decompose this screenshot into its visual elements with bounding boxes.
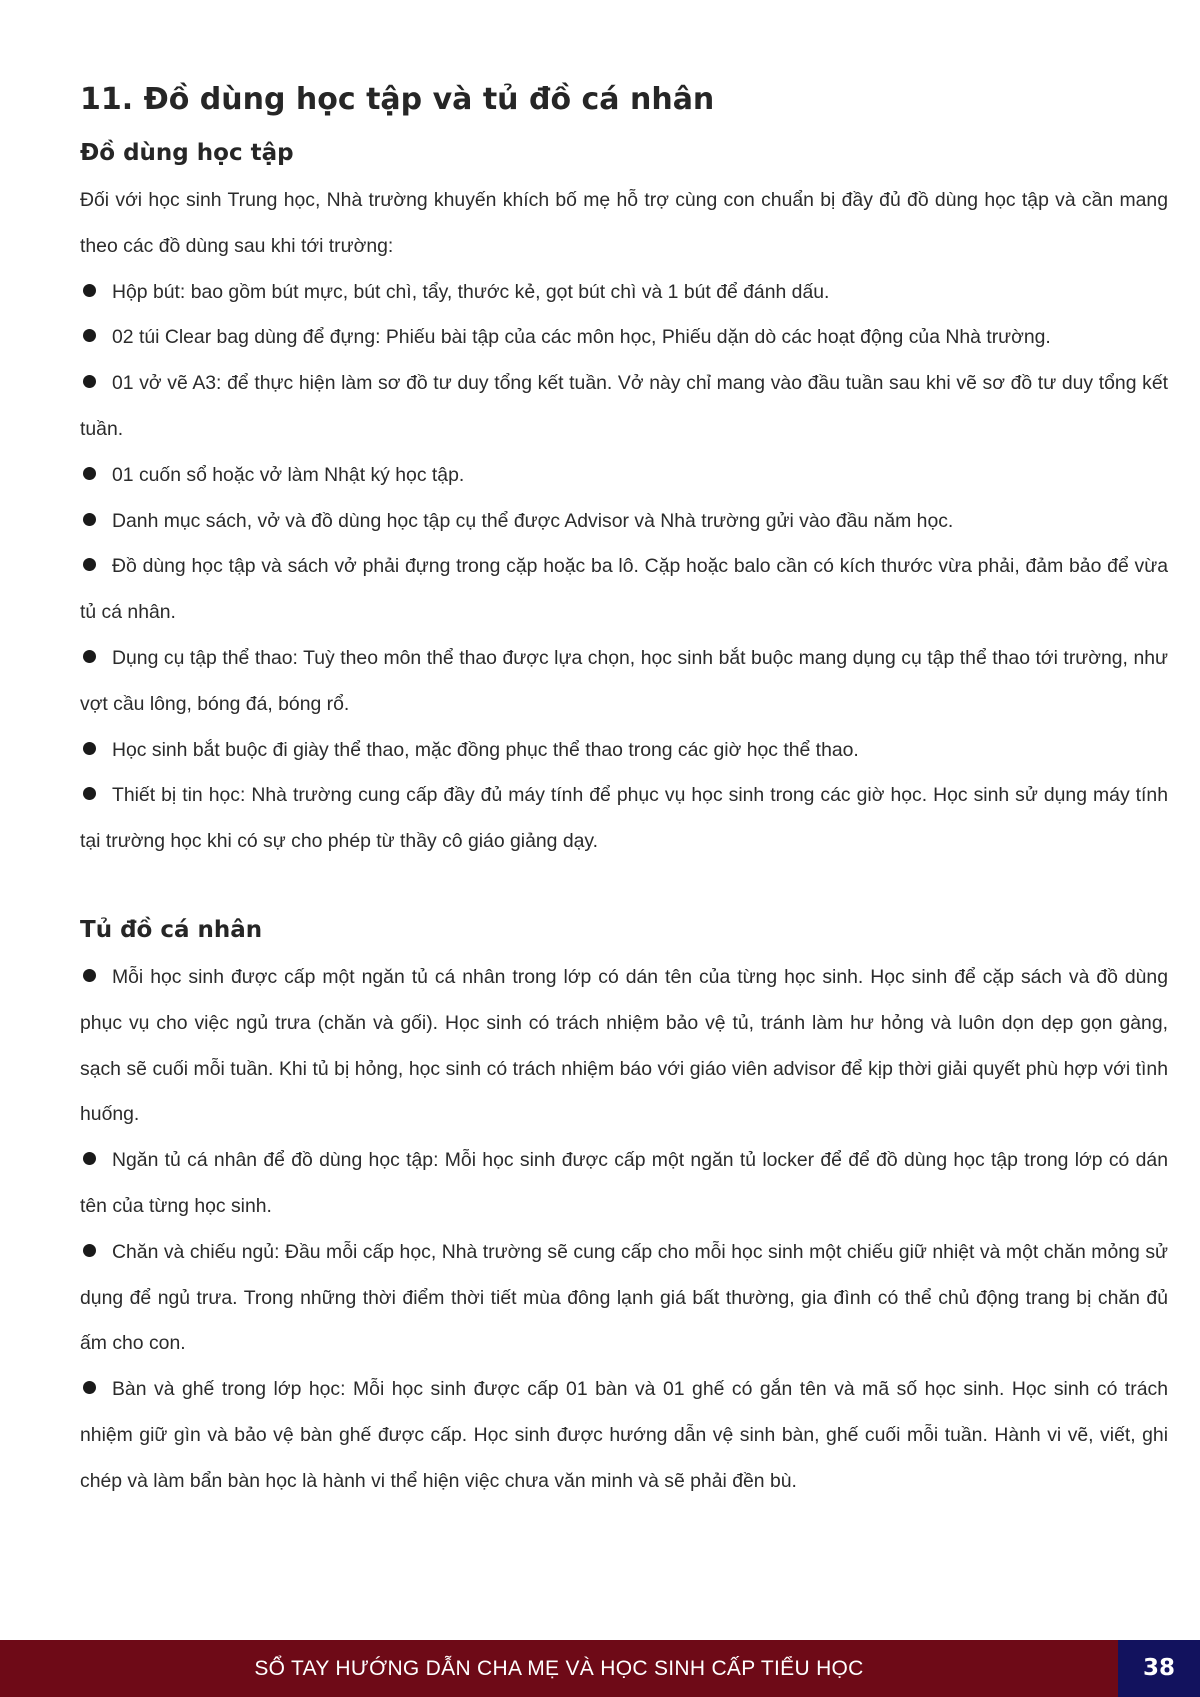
page-footer xyxy=(0,1640,1200,1697)
bullet-dot-icon xyxy=(83,1381,96,1394)
bullet-dot-icon xyxy=(83,787,96,800)
school-supplies-list xyxy=(80,270,1168,865)
list-item xyxy=(80,315,1168,361)
page-content xyxy=(80,78,1168,1505)
list-item-text: Đồ dùng học tập và sách vở phải đựng trong cặp hoặc ba lô. Cặp hoặc balo cần có kích thước vừa phải, đảm bảo để vừa tủ cá nhân. xyxy=(80,555,1168,624)
list-item-text: Bàn và ghế trong lớp học: Mỗi học sinh được cấp 01 bàn và 01 ghế có gắn tên và mã số học sinh. Học sinh có trách nhiệm giữ gìn và bảo vệ bàn ghế được cấp. Học sinh được hướng dẫn vệ sinh bàn, ghế cuối mỗi tuần. Hành vi vẽ, viết, ghi chép và làm bẩn bàn học là hành vi thể hiện việc chưa văn minh và sẽ phải đền bù. xyxy=(80,1378,1168,1492)
list-item xyxy=(80,773,1168,865)
bullet-dot-icon xyxy=(83,467,96,480)
bullet-dot-icon xyxy=(83,329,96,342)
list-item xyxy=(80,1230,1168,1367)
list-item xyxy=(80,636,1168,728)
list-item-text: 01 vở vẽ A3: để thực hiện làm sơ đồ tư duy tổng kết tuần. Vở này chỉ mang vào đầu tuần sau khi vẽ sơ đồ tư duy tổng kết tuần. xyxy=(80,372,1168,440)
section-title: 11. Đồ dùng học tập và tủ đồ cá nhân xyxy=(80,82,715,117)
list-item xyxy=(80,955,1168,1138)
list-item xyxy=(80,1367,1168,1504)
bullet-dot-icon xyxy=(83,284,96,297)
list-item xyxy=(80,499,1168,545)
list-item xyxy=(80,453,1168,499)
list-item-text: 02 túi Clear bag dùng để đựng: Phiếu bài tập của các môn học, Phiếu dặn dò các hoạt động của Nhà trường. xyxy=(112,326,1051,349)
page-number: 38 xyxy=(1118,1640,1200,1697)
personal-locker-list xyxy=(80,955,1168,1505)
bullet-dot-icon xyxy=(83,1244,96,1257)
footer-title: SỔ TAY HƯỚNG DẪN CHA MẸ VÀ HỌC SINH CẤP TIỂU HỌC xyxy=(254,1657,864,1680)
list-item-text: Chăn và chiếu ngủ: Đầu mỗi cấp học, Nhà trường sẽ cung cấp cho mỗi học sinh một chiếu giữ nhiệt và một chăn mỏng sử dụng để ngủ trưa. Trong những thời điểm thời tiết mùa đông lạnh giá bất thường, gia đình có thể chủ động trang bị chăn đủ ấm cho con. xyxy=(80,1240,1168,1355)
list-item-text: Thiết bị tin học: Nhà trường cung cấp đầy đủ máy tính để phục vụ học sinh trong các giờ học. Học sinh sử dụng máy tính tại trường học khi có sự cho phép từ thầy cô giáo giảng dạy. xyxy=(80,784,1168,853)
school-supplies-heading: Đồ dùng học tập xyxy=(80,140,294,166)
list-item-text: Hộp bút: bao gồm bút mực, bút chì, tẩy, thước kẻ, gọt bút chì và 1 bút để đánh dấu. xyxy=(112,280,830,303)
list-item xyxy=(80,361,1168,453)
personal-locker-heading: Tủ đồ cá nhân xyxy=(80,916,263,943)
bullet-dot-icon xyxy=(83,650,96,663)
bullet-dot-icon xyxy=(83,375,96,388)
bullet-dot-icon xyxy=(83,742,96,755)
list-item xyxy=(80,728,1168,774)
list-item xyxy=(80,270,1168,316)
list-item-text: Học sinh bắt buộc đi giày thể thao, mặc đồng phục thể thao trong các giờ học thể thao. xyxy=(112,738,859,761)
list-item-text: Danh mục sách, vở và đồ dùng học tập cụ thể được Advisor và Nhà trường gửi vào đầu năm học. xyxy=(112,509,954,532)
list-item-text: Mỗi học sinh được cấp một ngăn tủ cá nhân trong lớp có dán tên của từng học sinh. Học sinh để cặp sách và đồ dùng phục vụ cho việc ngủ trưa (chăn và gối). Học sinh có trách nhiệm bảo vệ tủ, tránh làm hư hỏng và luôn dọn dẹp gọn gàng, sạch sẽ cuối mỗi tuần. Khi tủ bị hỏng, học sinh có trách nhiệm báo với giáo viên advisor để kịp thời giải quyết phù hợp với tình huống. xyxy=(80,965,1168,1126)
list-item xyxy=(80,544,1168,636)
bullet-dot-icon xyxy=(83,969,96,982)
bullet-dot-icon xyxy=(83,558,96,571)
list-item xyxy=(80,1138,1168,1230)
school-supplies-intro: Đối với học sinh Trung học, Nhà trường khuyến khích bố mẹ hỗ trợ cùng con chuẩn bị đầy đủ đồ dùng học tập và cần mang theo các đồ dùng sau khi tới trường: xyxy=(80,189,1168,257)
list-item-text: 01 cuốn sổ hoặc vở làm Nhật ký học tập. xyxy=(112,463,465,486)
bullet-dot-icon xyxy=(83,1152,96,1165)
list-item-text: Dụng cụ tập thể thao: Tuỳ theo môn thể thao được lựa chọn, học sinh bắt buộc mang dụng cụ tập thể thao tới trường, như vợt cầu lông, bóng đá, bóng rổ. xyxy=(80,646,1168,715)
bullet-dot-icon xyxy=(83,513,96,526)
list-item-text: Ngăn tủ cá nhân để đồ dùng học tập: Mỗi học sinh được cấp một ngăn tủ locker để để đồ dùng học tập trong lớp có dán tên của từng học sinh. xyxy=(80,1149,1168,1217)
